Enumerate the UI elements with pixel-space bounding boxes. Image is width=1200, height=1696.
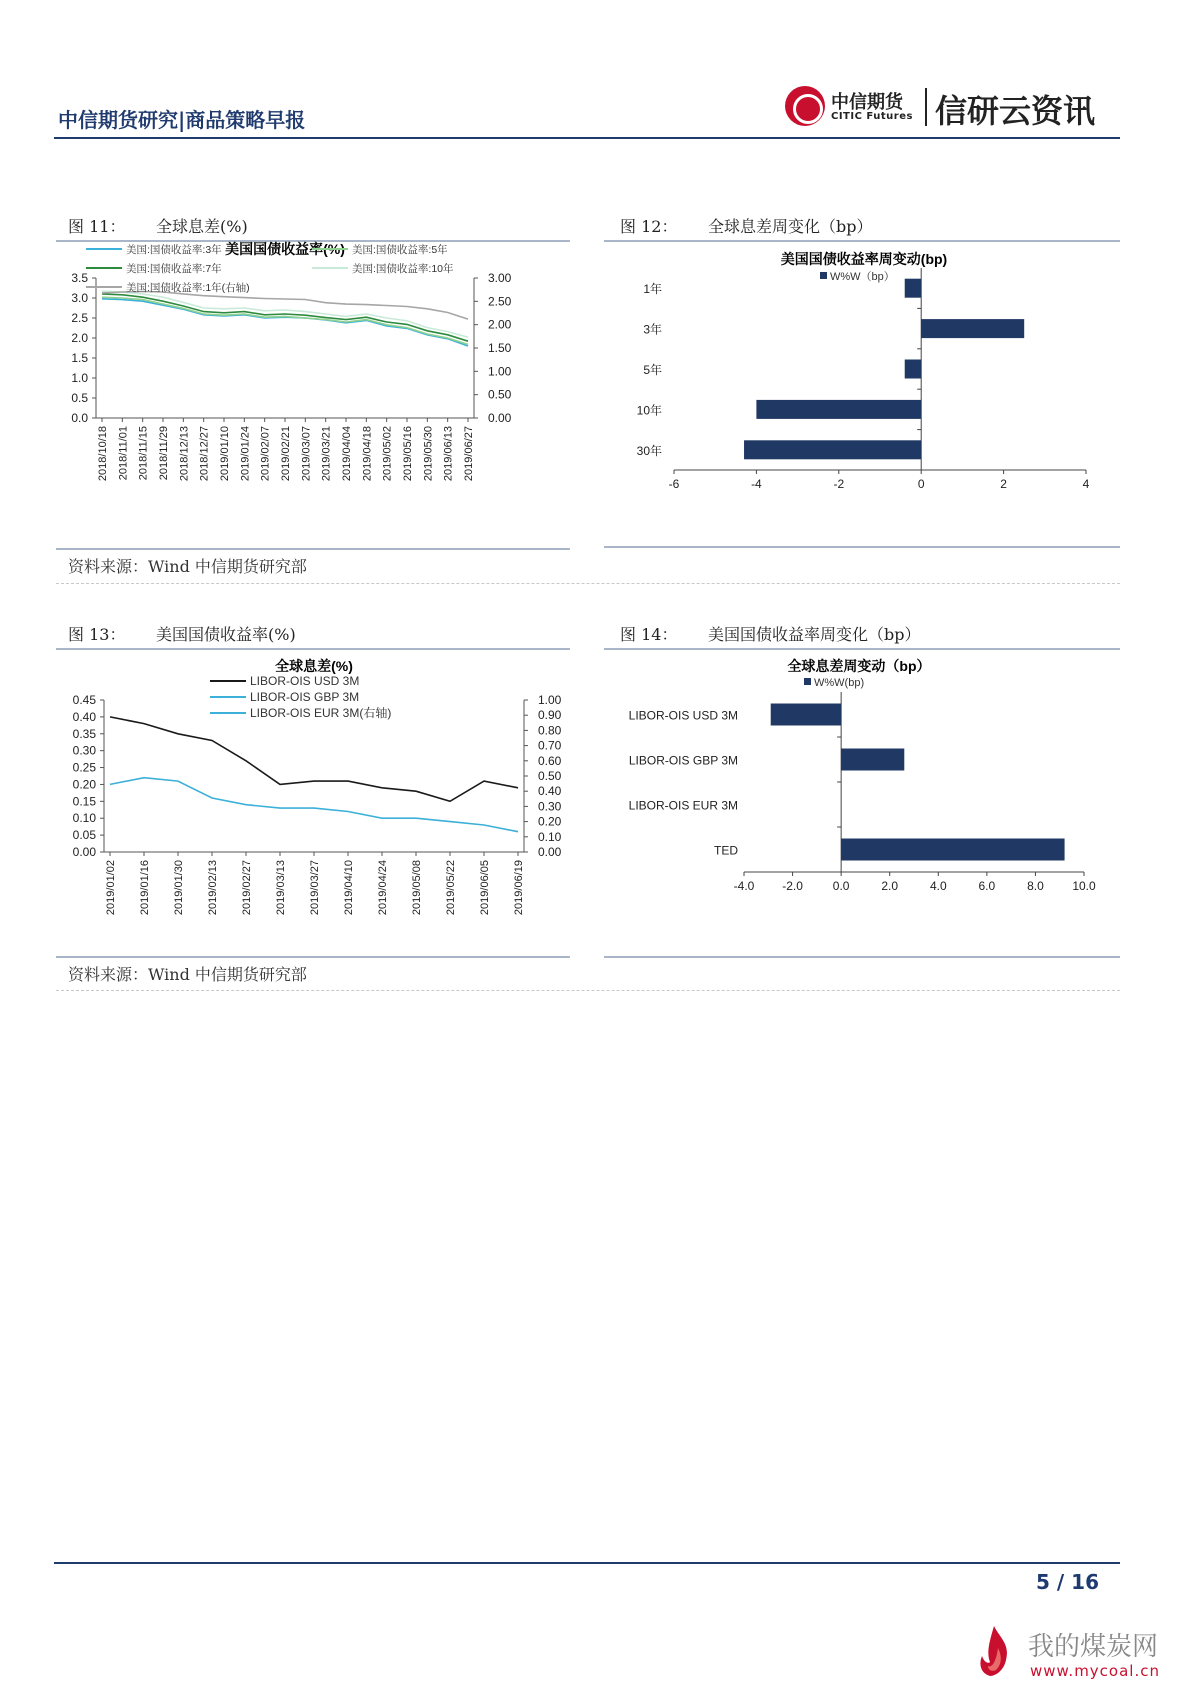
x-tick-label: 2018/11/29 <box>158 426 170 481</box>
x-tick-label: 2019/05/16 <box>402 426 414 482</box>
y-tick-label: 0.00 <box>72 845 96 859</box>
y2-tick-label: 0.30 <box>538 799 562 814</box>
y-tick-label: 1.5 <box>71 351 88 365</box>
category-label: LIBOR-OIS EUR 3M <box>628 798 738 813</box>
x-tick-label: 2019/02/21 <box>280 426 292 482</box>
x-tick-label: 2.0 <box>881 879 899 893</box>
legend-label: 美国:国债收益率:1年(右轴) <box>126 282 250 294</box>
legend-label: LIBOR-OIS USD 3M <box>250 674 360 688</box>
x-tick-label: 2019/02/13 <box>207 860 219 916</box>
legend-label: W%W（bp） <box>830 271 895 283</box>
x-tick-label: 2019/01/02 <box>105 860 117 916</box>
x-tick-label: 2018/11/15 <box>137 426 150 481</box>
brand-text: 信研云资讯 <box>935 92 1096 130</box>
bar <box>921 319 1024 338</box>
x-tick-label: 2019/01/16 <box>139 860 151 916</box>
x-tick-label: -6 <box>668 477 680 491</box>
figure-11-caption <box>68 214 248 237</box>
y2-tick-label: 1.00 <box>538 693 562 707</box>
source-note-row2: 资料来源：Wind 中信期货研究部 <box>68 965 307 984</box>
us-yield-line-chart <box>56 241 570 548</box>
category-label: 1年 <box>643 282 662 297</box>
chart-title: 美国国债收益率(%) <box>225 241 345 257</box>
header-rule <box>54 137 1120 139</box>
figure-14-rule <box>604 648 1120 650</box>
figure-11-bottom-rule <box>56 548 570 550</box>
y2-tick-label: 2.50 <box>488 294 512 309</box>
legend-label: LIBOR-OIS GBP 3M <box>250 690 360 704</box>
y-tick-label: 0.5 <box>71 391 88 405</box>
figure-13-title: 美国国债收益率(%) <box>156 625 296 644</box>
bar <box>771 704 841 726</box>
y-tick-label: 0.35 <box>72 726 96 741</box>
x-tick-label: 4.0 <box>929 879 947 893</box>
y2-tick-label: 0.40 <box>538 784 562 799</box>
figure-13-rule <box>56 648 570 650</box>
watermark-url: www.mycoal.cn <box>1030 1662 1160 1680</box>
logo-en-text: CITIC Futures <box>831 111 913 122</box>
x-tick-label: 2019/06/13 <box>442 426 455 482</box>
y-tick-label: 1.0 <box>71 371 88 385</box>
chart-title: 全球息差周变动（bp） <box>787 658 931 674</box>
us-yield-wow-bar-chart <box>604 244 1120 544</box>
x-tick-label: 2019/01/10 <box>219 426 231 482</box>
y2-tick-label: 0.50 <box>538 769 562 783</box>
x-tick-label: 2018/11/01 <box>117 426 130 481</box>
y-tick-label: 2.0 <box>71 331 88 345</box>
x-tick-label: 2019/06/05 <box>479 860 491 916</box>
x-tick-label: 2019/04/04 <box>341 426 353 482</box>
row1-dotted-divider <box>56 583 1120 584</box>
y2-tick-label: 0.00 <box>488 411 512 425</box>
x-tick-label: 2019/04/10 <box>343 860 355 916</box>
x-tick-label: 2019/03/27 <box>309 860 321 916</box>
figure-12-title: 全球息差周变化（bp） <box>708 217 873 236</box>
legend-label: W%W(bp) <box>814 677 865 689</box>
x-tick-label: 2018/12/13 <box>178 426 191 482</box>
row2-dotted-divider <box>56 990 1120 991</box>
y2-tick-label: 0.90 <box>538 708 562 723</box>
y-tick-label: 0.45 <box>72 693 96 707</box>
y2-tick-label: 0.80 <box>538 723 562 738</box>
figure-13-bottom-rule <box>56 956 570 958</box>
y2-tick-label: 0.00 <box>538 845 562 859</box>
page-number: 5 / 16 <box>1036 1570 1099 1594</box>
y2-tick-label: 1.50 <box>488 341 512 355</box>
y-tick-label: 3.5 <box>71 271 88 285</box>
legend-label: 美国:国债收益率:5年 <box>352 244 448 256</box>
x-tick-label: -2.0 <box>782 879 803 893</box>
page-header-title: 中信期货研究|商品策略早报 <box>58 108 306 132</box>
figure-14-caption <box>620 622 921 645</box>
source-note-row1: 资料来源：Wind 中信期货研究部 <box>68 557 307 576</box>
category-label: 5年 <box>643 363 662 377</box>
y-tick-label: 3.0 <box>71 291 88 305</box>
y-tick-label: 0.20 <box>72 777 96 792</box>
logo-cn-text: 中信期货 <box>831 92 903 113</box>
legend-label: LIBOR-OIS EUR 3M(右轴) <box>250 706 392 720</box>
y2-tick-label: 0.20 <box>538 814 562 829</box>
citic-logo-icon <box>785 86 825 126</box>
x-tick-label: 2019/05/30 <box>422 426 435 482</box>
x-tick-label: 2019/03/13 <box>275 860 287 916</box>
y2-tick-label: 0.60 <box>538 753 562 768</box>
x-tick-label: 4 <box>1082 477 1090 491</box>
figure-11-title: 全球息差(%) <box>156 217 248 236</box>
y2-tick-label: 1.00 <box>488 364 512 379</box>
x-tick-label: 2019/01/24 <box>239 426 252 482</box>
x-tick-label: 2019/01/30 <box>173 860 185 916</box>
category-label: 3年 <box>643 322 662 337</box>
x-tick-label: 2019/02/27 <box>241 860 253 916</box>
watermark-name: 我的煤炭网 <box>1028 1632 1159 1662</box>
bar <box>841 749 904 771</box>
figure-12-caption <box>620 214 873 237</box>
y-tick-label: 0.05 <box>72 828 96 843</box>
figure-12-rule <box>604 240 1120 242</box>
x-tick-label: 2019/04/18 <box>361 426 374 482</box>
legend-label: 美国:国债收益率:10年 <box>352 263 454 275</box>
x-tick-label: -4 <box>751 477 762 491</box>
footer-rule <box>54 1562 1120 1564</box>
global-spread-wow-bar-chart <box>604 652 1120 954</box>
y-tick-label: 0.40 <box>72 709 96 724</box>
figure-13-caption <box>68 622 296 645</box>
x-tick-label: 2018/12/27 <box>198 426 211 482</box>
figure-11-number: 图 11： <box>68 217 126 236</box>
y-tick-label: 2.5 <box>71 311 88 325</box>
legend-label: 美国:国债收益率:7年 <box>126 263 222 275</box>
figure-13-number: 图 13： <box>68 625 126 644</box>
category-label: LIBOR-OIS GBP 3M <box>628 753 738 768</box>
x-tick-label: 2018/10/18 <box>97 426 109 482</box>
x-tick-label: 2019/05/22 <box>445 860 457 916</box>
x-tick-label: 2 <box>1000 477 1007 491</box>
category-label: TED <box>714 843 738 858</box>
category-label: 10年 <box>636 403 662 418</box>
x-tick-label: 0.0 <box>832 879 850 893</box>
figure-12-bottom-rule <box>604 546 1120 548</box>
x-tick-label: -4.0 <box>733 879 755 893</box>
flame-icon <box>974 1624 1014 1680</box>
legend-label: 美国:国债收益率:3年 <box>126 244 222 256</box>
y2-tick-label: 0.50 <box>488 387 512 402</box>
x-tick-label: 2019/04/24 <box>377 860 389 916</box>
x-tick-label: 2019/05/02 <box>381 426 394 482</box>
bar <box>744 440 921 459</box>
x-tick-label: 8.0 <box>1027 879 1044 893</box>
series-line <box>110 778 518 832</box>
y2-tick-label: 3.00 <box>488 271 512 285</box>
y-tick-label: 0.0 <box>71 411 88 425</box>
bar <box>905 279 921 298</box>
x-tick-label: -2 <box>833 477 845 491</box>
y2-tick-label: 0.10 <box>538 829 562 844</box>
series-line <box>110 717 518 801</box>
y-tick-label: 0.15 <box>72 794 96 809</box>
legend-swatch <box>820 272 827 279</box>
logo-separator <box>925 88 927 126</box>
x-tick-label: 2019/02/07 <box>259 426 272 482</box>
bar <box>756 400 921 419</box>
figure-14-bottom-rule <box>604 956 1120 958</box>
watermark <box>966 1620 1196 1690</box>
y-tick-label: 0.10 <box>72 811 96 826</box>
figure-14-title: 美国国债收益率周变化（bp） <box>708 625 921 644</box>
y2-tick-label: 2.00 <box>488 317 512 332</box>
x-tick-label: 0 <box>917 477 925 491</box>
category-label: 30年 <box>636 443 662 458</box>
chart-title: 全球息差(%) <box>275 658 353 674</box>
x-tick-label: 2019/06/19 <box>513 860 525 916</box>
category-label: LIBOR-OIS USD 3M <box>628 708 738 723</box>
x-tick-label: 2019/05/08 <box>411 860 423 916</box>
global-spread-line-chart <box>56 652 570 954</box>
bar <box>841 839 1064 861</box>
bar <box>905 360 921 379</box>
y2-tick-label: 0.70 <box>538 738 562 753</box>
y-tick-label: 0.25 <box>72 760 96 775</box>
x-tick-label: 10.0 <box>1072 879 1096 893</box>
x-tick-label: 2019/06/27 <box>463 426 475 482</box>
legend-swatch <box>804 678 811 685</box>
figure-12-number: 图 12： <box>620 217 678 236</box>
x-tick-label: 6.0 <box>978 879 996 893</box>
chart-title: 美国国债收益率周变动(bp) <box>780 251 948 267</box>
citic-logo <box>785 86 1125 130</box>
x-tick-label: 2019/03/21 <box>320 426 333 482</box>
y-tick-label: 0.30 <box>72 743 96 758</box>
x-tick-label: 2019/03/07 <box>300 426 313 482</box>
figure-14-number: 图 14： <box>620 625 678 644</box>
